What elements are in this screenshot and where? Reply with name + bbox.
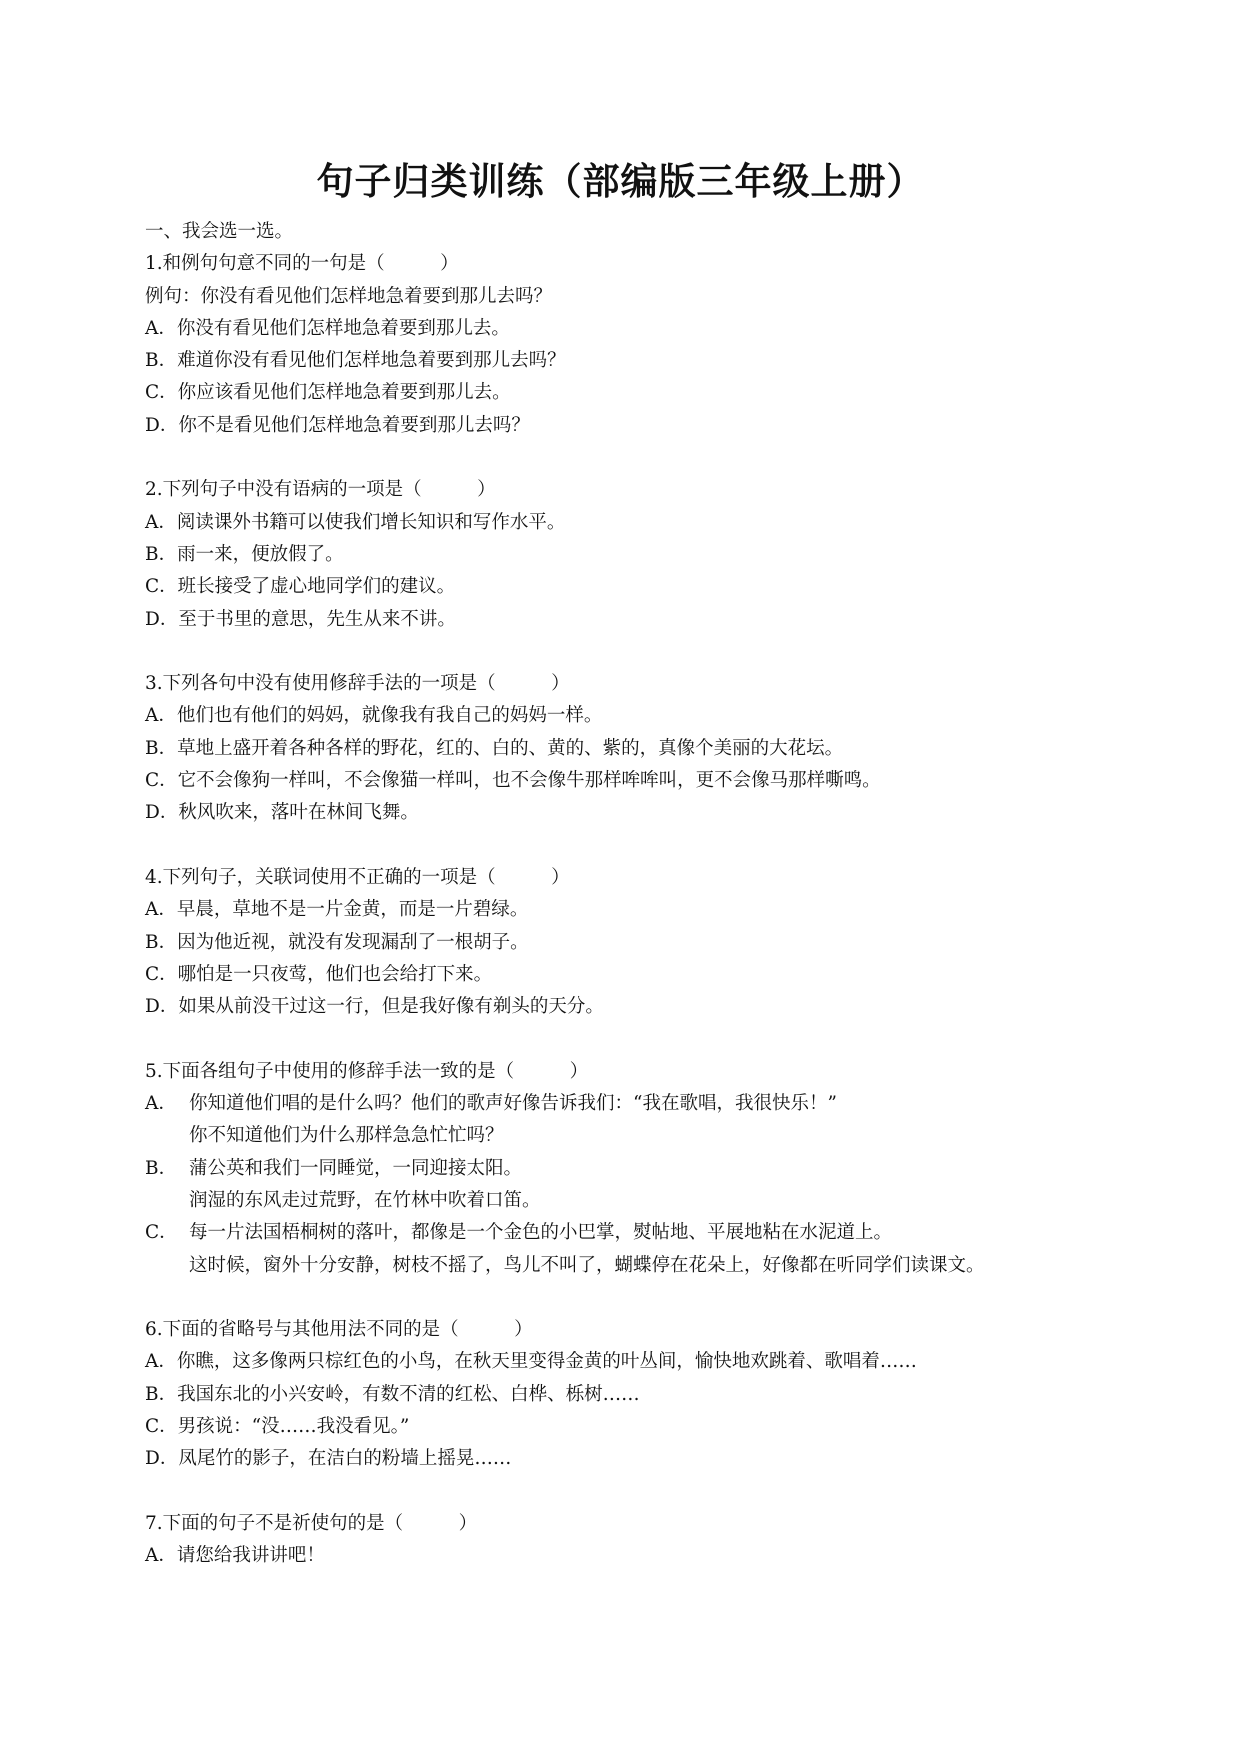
option-d: D．秋风吹来，落叶在林间飞舞。: [145, 802, 419, 824]
spacer: [145, 830, 1205, 862]
option-b: B．难道你没有看见他们怎样地急着要到那儿去吗？: [145, 350, 566, 372]
option-b: B．雨一来，便放假了。: [145, 543, 344, 565]
spacer: [145, 636, 1205, 668]
option-c: C．你应该看见他们怎样地急着要到那儿去。: [145, 382, 511, 404]
question-stem: 7.下面的句子不是祈使句的是（ ）: [145, 1512, 478, 1534]
option-a: A．阅读课外书籍可以使我们增长知识和写作水平。: [145, 511, 566, 533]
option-letter: A．: [145, 1093, 177, 1115]
option-letter: C．: [145, 1222, 178, 1244]
worksheet-content: [145, 216, 1205, 1572]
question-4: [145, 862, 1205, 1023]
section-heading: 一、我会选一选。: [145, 221, 294, 242]
question-stem: 5.下面各组句子中使用的修辞手法一致的是（ ）: [145, 1060, 589, 1082]
option-c: C．男孩说：“没……我没看见。”: [145, 1415, 410, 1437]
option-b: B．我国东北的小兴安岭，有数不清的红松、白桦、栎树……: [145, 1383, 640, 1405]
question-stem: 3.下列各句中没有使用修辞手法的一项是（ ）: [145, 673, 570, 695]
option-b: [145, 1153, 1205, 1185]
spacer: [145, 442, 1205, 474]
example-sentence: 例句：你没有看见他们怎样地急着要到那儿去吗？: [145, 285, 553, 307]
option-c-continuation: 这时候，窗外十分安静，树枝不摇了，鸟儿不叫了，蝴蝶停在花朵上，好像都在听同学们读课文。: [189, 1254, 985, 1276]
question-5: [145, 1056, 1205, 1282]
option-a: A．他们也有他们的妈妈，就像我有我自己的妈妈一样。: [145, 705, 603, 727]
option-a: A．早晨，草地不是一片金黄，而是一片碧绿。: [145, 899, 529, 921]
page-title: 句子归类训练（部编版三年级上册）: [316, 160, 925, 203]
option-a: [145, 1088, 1205, 1120]
question-6: [145, 1314, 1205, 1475]
option-d: D．至于书里的意思，先生从来不讲。: [145, 608, 456, 630]
option-a: A．你没有看见他们怎样地急着要到那儿去。: [145, 317, 510, 339]
spacer: [145, 1476, 1205, 1508]
option-d: D．凤尾竹的影子，在洁白的粉墙上摇晃……: [145, 1448, 512, 1470]
option-c: C．哪怕是一只夜莺，他们也会给打下来。: [145, 963, 493, 985]
option-a-continuation: 你不知道他们为什么那样急急忙忙吗？: [189, 1125, 504, 1147]
question-2: [145, 474, 1205, 635]
option-text: 蒲公英和我们一同睡觉，一同迎接太阳。: [189, 1157, 523, 1179]
spacer: [145, 1282, 1205, 1314]
option-a: A．你瞧，这多像两只棕红色的小鸟，在秋天里变得金黄的叶丛间，愉快地欢跳着、歌唱着……: [145, 1351, 917, 1373]
option-d: D．如果从前没干过这一行，但是我好像有剃头的天分。: [145, 996, 604, 1018]
option-b: B．因为他近视，就没有发现漏刮了一根胡子。: [145, 931, 529, 953]
option-text: 每一片法国梧桐树的落叶，都像是一个金色的小巴掌，熨帖地、平展地粘在水泥道上。: [189, 1222, 893, 1244]
option-c: C．班长接受了虚心地同学们的建议。: [145, 576, 456, 598]
question-7: [145, 1508, 1205, 1573]
option-c: [145, 1217, 1205, 1249]
question-stem: 1.和例句句意不同的一句是（ ）: [145, 253, 459, 275]
option-text: 你知道他们唱的是什么吗？他们的歌声好像告诉我们：“我在歌唱，我很快乐！”: [189, 1093, 837, 1115]
option-letter: B．: [145, 1157, 178, 1179]
question-stem: 6.下面的省略号与其他用法不同的是（ ）: [145, 1319, 533, 1341]
option-d: D．你不是看见他们怎样地急着要到那儿去吗？: [145, 414, 530, 436]
question-stem: 4.下列句子，关联词使用不正确的一项是（ ）: [145, 866, 570, 888]
option-a: A．请您给我讲讲吧！: [145, 1545, 325, 1567]
question-3: [145, 668, 1205, 829]
option-b: B．草地上盛开着各种各样的野花，红的、白的、黄的、紫的，真像个美丽的大花坛。: [145, 737, 844, 759]
option-b-continuation: 润湿的东风走过荒野，在竹林中吹着口笛。: [189, 1189, 541, 1211]
question-stem: 2.下列句子中没有语病的一项是（ ）: [145, 479, 496, 501]
spacer: [145, 1023, 1205, 1055]
option-c: C．它不会像狗一样叫，不会像猫一样叫，也不会像牛那样哞哞叫，更不会像马那样嘶鸣。: [145, 770, 881, 792]
question-1: [145, 248, 1205, 442]
